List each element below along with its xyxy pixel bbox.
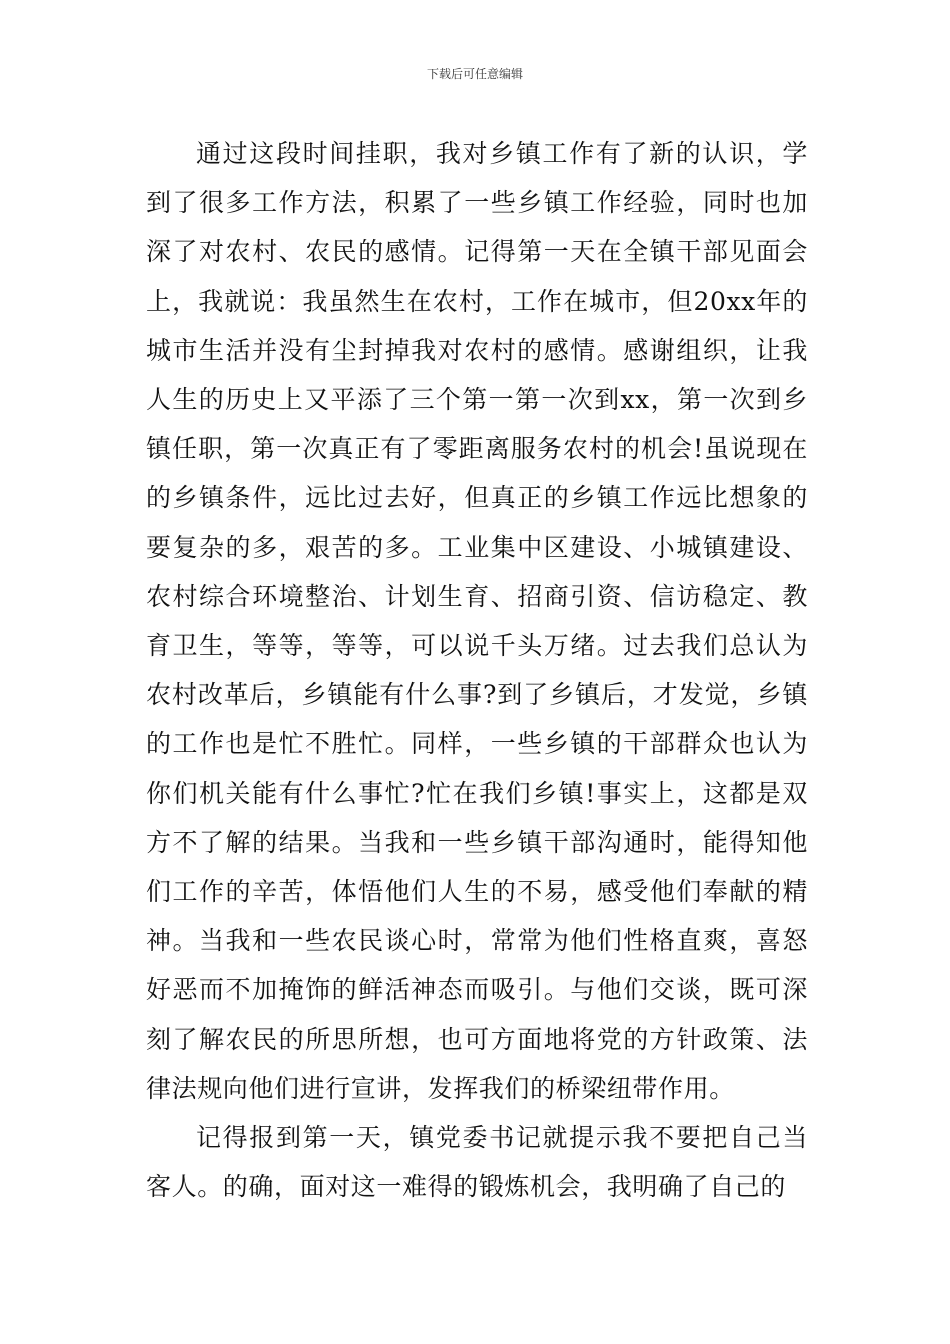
paragraph-2: 记得报到第一天，镇党委书记就提示我不要把自己当客人。的确，面对这一难得的锻炼机会，我明确了自己的: [146, 1123, 808, 1202]
document-body: [146, 129, 808, 1211]
paragraph-1: 通过这段时间挂职，我对乡镇工作有了新的认识，学到了很多工作方法，积累了一些乡镇工作经验，同时也加深了对农村、农民的感情。记得第一天在全镇干部见面会上，我就说：我虽然生在农村，工作在城市，但20xx年的城市生活并没有尘封掉我对农村的感情。感谢组织，让我人生的历史上又平添了三个第一第一次到xx，第一次到乡镇任职，第一次真正有了零距离服务农村的机会!虽说现在的乡镇条件，远比过去好，但真正的乡镇工作远比想象的要复杂的多，艰苦的多。工业集中区建设、小城镇建设、农村综合环境整治、计划生育、招商引资、信访稳定、教育卫生，等等，等等，可以说千头万绪。过去我们总认为农村改革后，乡镇能有什么事?到了乡镇后，才发觉，乡镇的工作也是忙不胜忙。同样，一些乡镇的干部群众也认为你们机关能有什么事忙?忙在我们乡镇!事实上，这都是双方不了解的结果。当我和一些乡镇干部沟通时，能得知他们工作的辛苦，体悟他们人生的不易，感受他们奉献的精神。当我和一些农民谈心时，常常为他们性格直爽，喜怒好恶而不加掩饰的鲜活神态而吸引。与他们交谈，既可深刻了解农民的所思所想，也可方面地将党的方针政策、法律法规向他们进行宣讲，发挥我们的桥梁纽带作用。: [146, 139, 808, 1103]
page-header: 下载后可任意编辑: [426, 67, 523, 81]
